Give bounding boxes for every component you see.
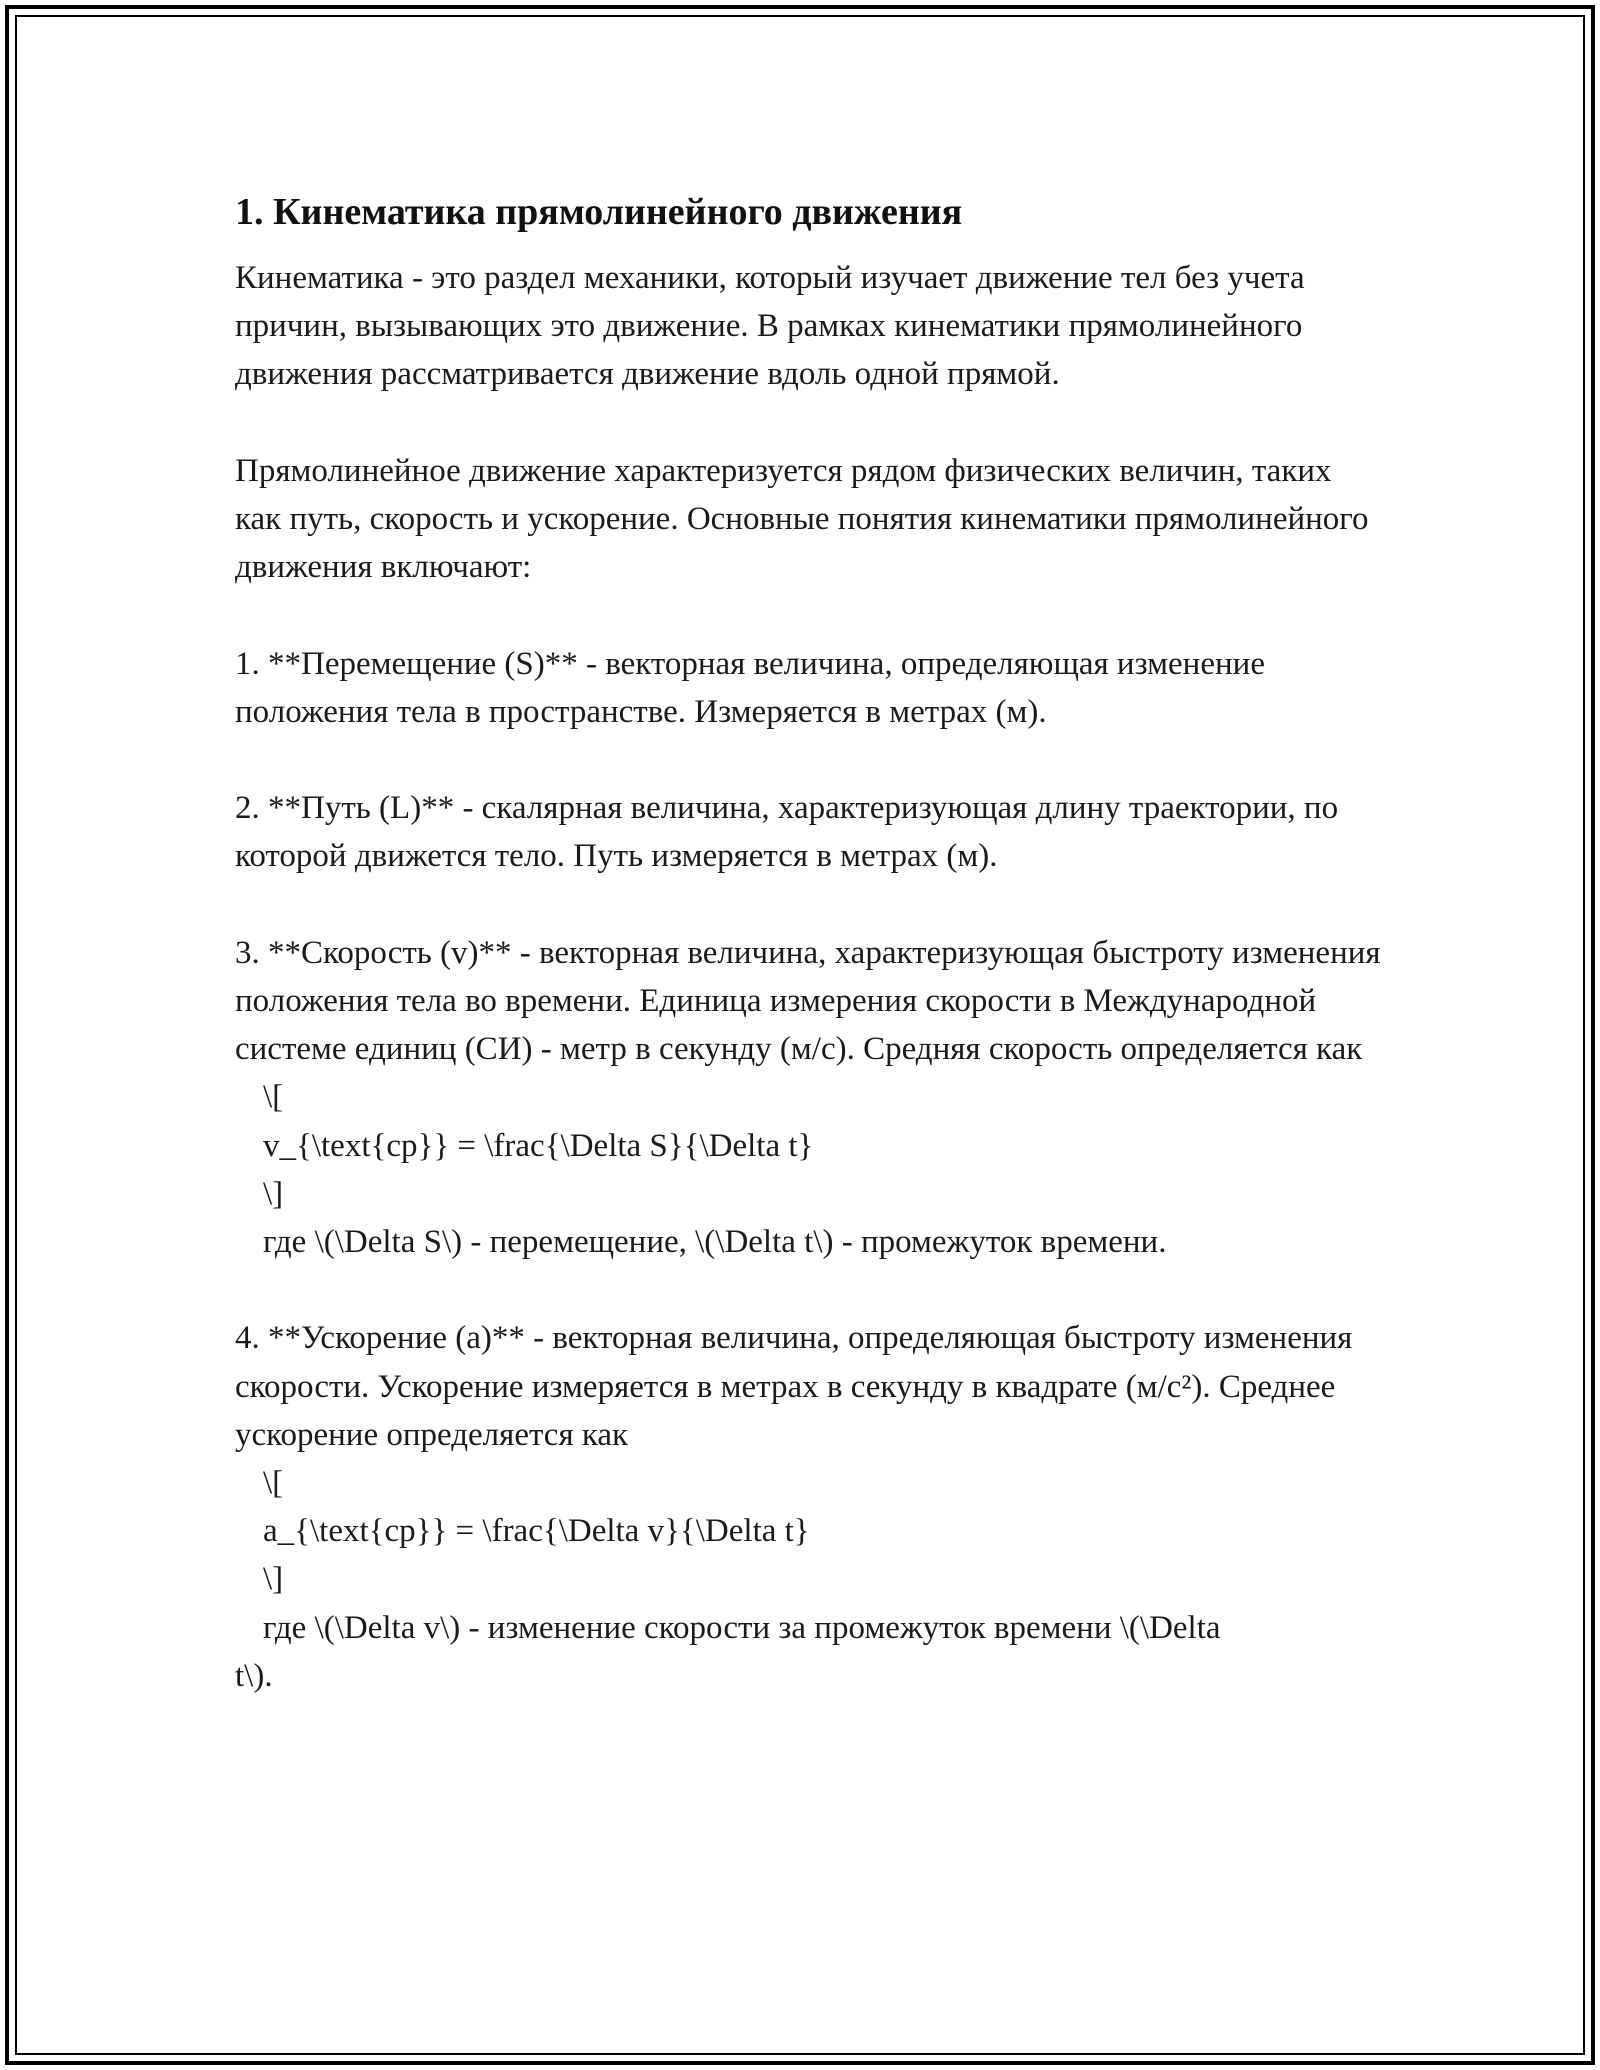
velocity-description: 3. **Скорость (v)** - векторная величина, характеризующая быстроту изменения положения тела во времени. Единица измерения скорости в Международной системе единиц (СИ) - метр в секунду (м/с). Средняя скорость определяется как	[235, 934, 1381, 1068]
acceleration-formula-note-line-2: t\).	[235, 1657, 273, 1694]
acceleration-description: 4. **Ускорение (a)** - векторная величина, определяющая быстроту изменения скорости. Ускорение измеряется в метрах в секунду в квадрате (м/с²). Среднее ускорение определяется как	[235, 1320, 1353, 1453]
list-item-velocity	[235, 929, 1385, 1266]
acceleration-formula: a_{\text{ср}} = \frac{\Delta v}{\Delta t}	[263, 1513, 810, 1550]
list-item-acceleration	[235, 1314, 1385, 1700]
document-body	[235, 182, 1385, 1700]
velocity-formula-note: где \(\Delta S\) - перемещение, \(\Delta t\) - промежуток времени.	[263, 1224, 1167, 1260]
velocity-formula-open: \[	[263, 1079, 284, 1116]
list-item-path: 2. **Путь (L)** - скалярная величина, характеризующая длину траектории, по которой движется тело. Путь измеряется в метрах (м).	[235, 790, 1339, 875]
intro-paragraph-1: Кинематика - это раздел механики, который изучает движение тел без учета причин, вызывающих это движение. В рамках кинематики прямолинейного движения рассматривается движение вдоль одной прямой.	[235, 260, 1305, 393]
paragraph-gap	[235, 1266, 1385, 1314]
document-title: 1. Кинематика прямолинейного движения	[235, 191, 963, 233]
paragraph-gap	[235, 736, 1385, 784]
paragraph-gap	[235, 591, 1385, 639]
paragraph-gap	[235, 881, 1385, 929]
acceleration-formula-open: \[	[263, 1465, 284, 1501]
acceleration-formula-close: \]	[263, 1561, 284, 1598]
velocity-formula-close: \]	[263, 1175, 284, 1212]
acceleration-formula-note-line-1: где \(\Delta v\) - изменение скорости за промежуток времени \(\Delta	[263, 1609, 1221, 1646]
intro-paragraph-2: Прямолинейное движение характеризуется рядом физических величин, таких как путь, скорость и ускорение. Основные понятия кинематики прямолинейного движения включают:	[235, 452, 1369, 586]
velocity-formula: v_{\text{ср}} = \frac{\Delta S}{\Delta t}	[263, 1127, 814, 1164]
paragraph-gap	[235, 399, 1385, 447]
list-item-displacement: 1. **Перемещение (S)** - векторная величина, определяющая изменение положения тела в пространстве. Измеряется в метрах (м).	[235, 645, 1265, 730]
